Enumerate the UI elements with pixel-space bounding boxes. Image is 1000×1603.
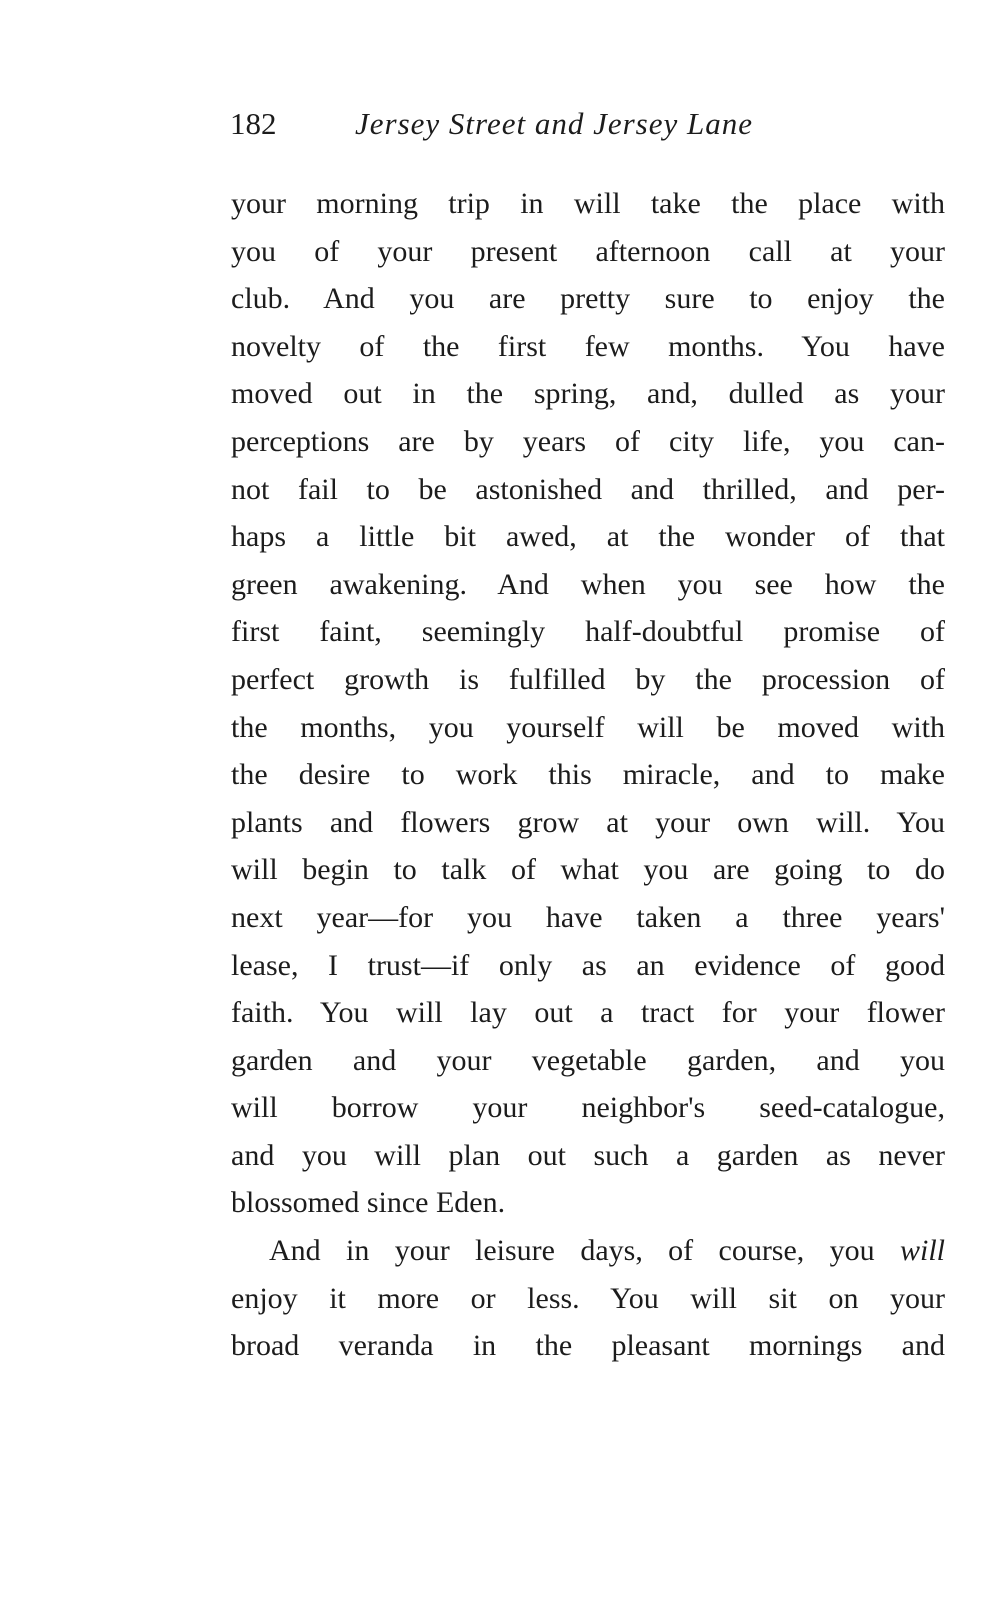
paragraph-2: [231, 1227, 945, 1370]
text-span: And in your leisure days, of course, you: [269, 1234, 900, 1268]
text-line: will begin to talk of what you are going to do: [231, 853, 945, 887]
paragraph-1: [231, 180, 945, 1227]
text-line: your morning trip in will take the place with: [231, 187, 945, 220]
text-line: club. And you are pretty sure to enjoy the: [231, 282, 945, 316]
text-line: [231, 1227, 945, 1275]
text-line: blossomed since Eden.: [231, 1186, 506, 1220]
text-line: plants and flowers grow at your own will. You: [231, 805, 945, 839]
text-line: you of your present afternoon call at your: [231, 234, 945, 268]
text-line: broad veranda in the pleasant mornings and: [231, 1329, 945, 1363]
running-header: [230, 106, 830, 146]
text-line: moved out in the spring, and, dulled as your: [231, 377, 945, 411]
text-line: the desire to work this miracle, and to make: [231, 758, 945, 792]
text-line: first faint, seemingly half-doubtful promise of: [231, 615, 945, 649]
text-line: green awakening. And when you see how the: [231, 567, 945, 601]
text-line: novelty of the first few months. You have: [231, 329, 945, 363]
text-line: perceptions are by years of city life, you can-: [231, 424, 945, 458]
running-title: Jersey Street and Jersey Lane: [355, 106, 753, 141]
text-line: perfect growth is fulfilled by the procession of: [231, 662, 945, 696]
text-line: haps a little bit awed, at the wonder of that: [231, 520, 945, 554]
text-line: garden and your vegetable garden, and you: [231, 1043, 945, 1077]
text-line: next year—for you have taken a three years': [231, 900, 945, 934]
text-line: the months, you yourself will be moved with: [231, 710, 945, 744]
text-line: and you will plan out such a garden as never: [231, 1138, 945, 1172]
text-line: not fail to be astonished and thrilled, and per-: [231, 472, 945, 506]
text-line: enjoy it more or less. You will sit on your: [231, 1281, 945, 1315]
text-line: faith. You will lay out a tract for your flower: [231, 996, 945, 1030]
body-text: [231, 180, 945, 1370]
italic-emphasis: will: [899, 1234, 945, 1268]
text-line: lease, I trust—if only as an evidence of good: [231, 948, 945, 982]
text-line: will borrow your neighbor's seed-catalogue,: [231, 1091, 945, 1125]
page-number: 182: [230, 106, 277, 141]
